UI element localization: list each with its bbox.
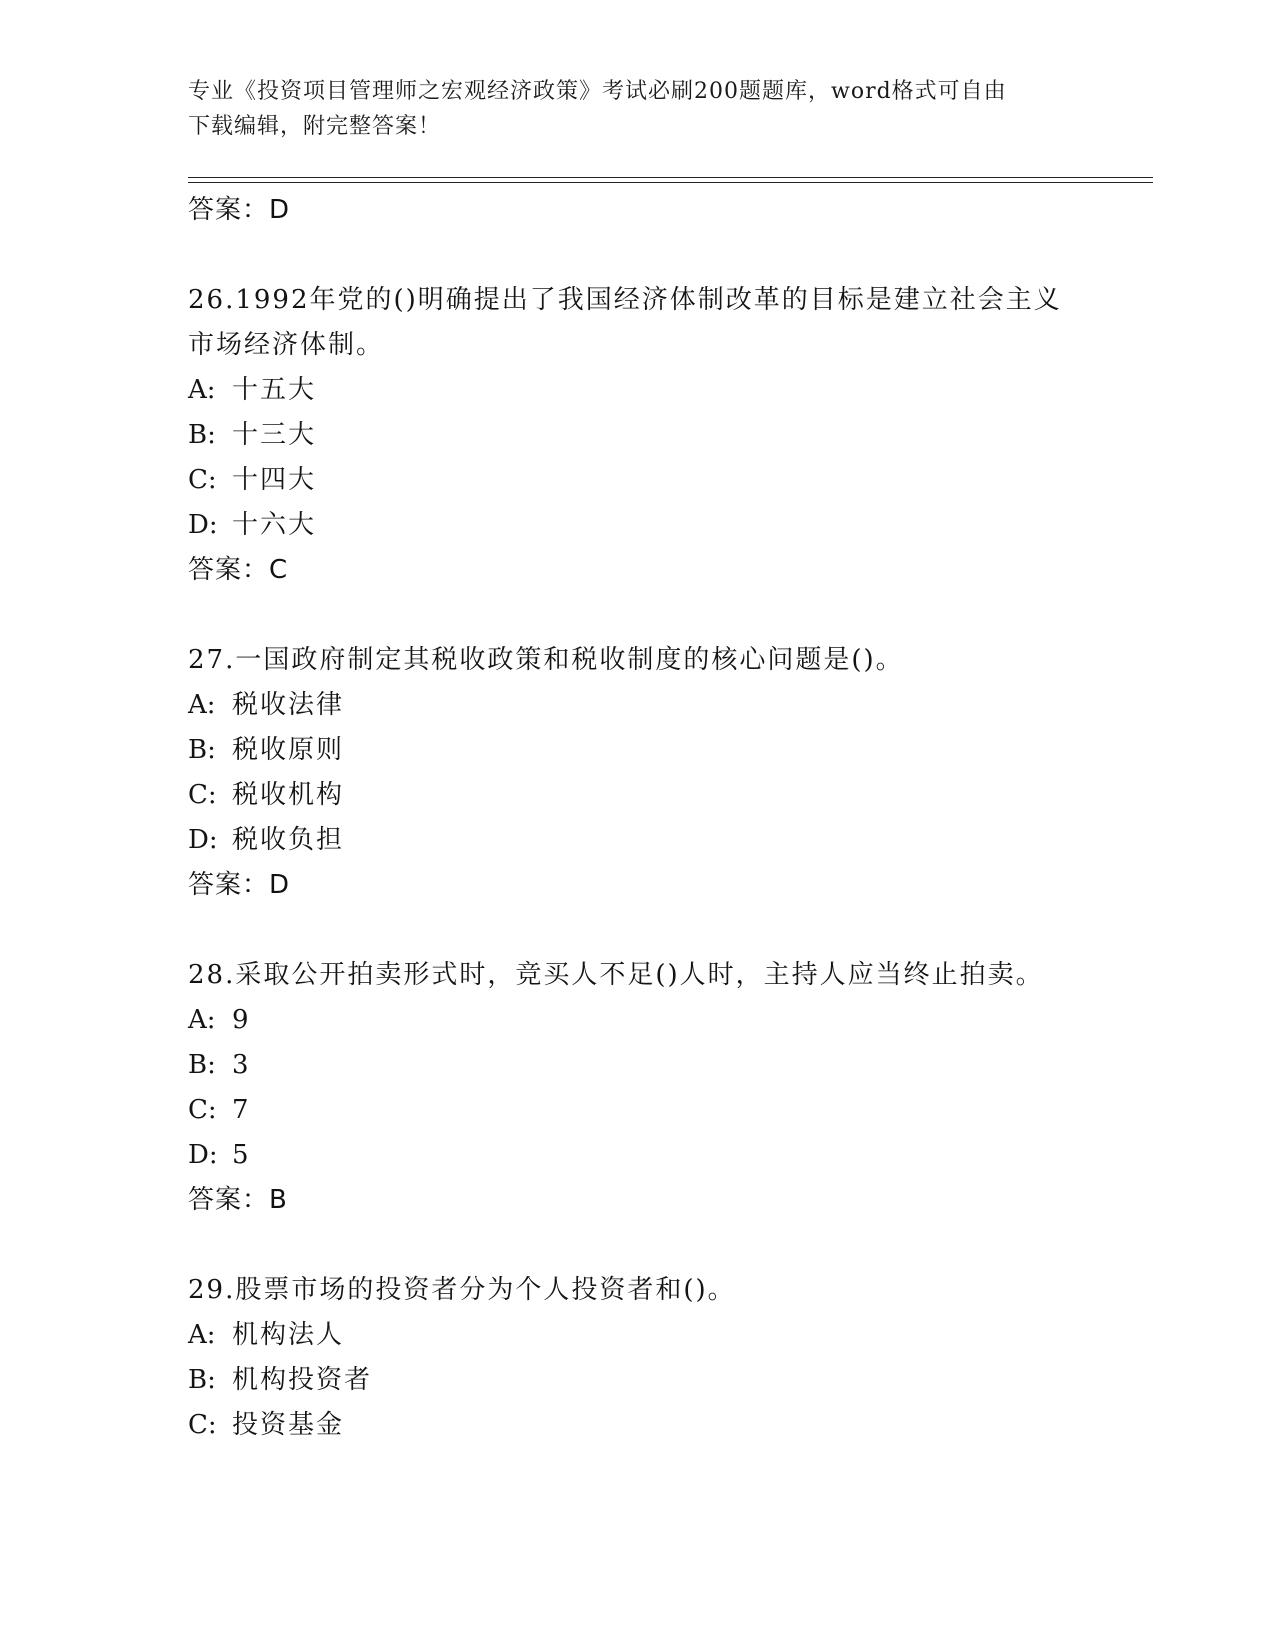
option-text: 税收负担 (232, 825, 345, 855)
option-item (188, 418, 316, 452)
option-label: D: (188, 825, 218, 855)
option-text: 5 (232, 1140, 251, 1170)
option-text: 3 (232, 1050, 251, 1080)
header-line-1: 专业《投资项目管理师之宏观经济政策》考试必刷200题题库，word格式可自由 (188, 79, 1007, 104)
option-label: B: (188, 1050, 216, 1080)
option-item (188, 733, 344, 767)
option-text: 9 (232, 1005, 251, 1035)
answer-line: 答案：D (188, 870, 291, 900)
header-line-2: 下载编辑，附完整答案！ (188, 114, 442, 139)
option-text: 机构投资者 (232, 1365, 373, 1395)
answer-line: 答案：C (188, 555, 289, 585)
option-label: A: (188, 1005, 216, 1035)
option-text: 税收原则 (232, 735, 345, 765)
option-item (188, 1408, 344, 1442)
option-item (188, 688, 344, 722)
option-label: D: (188, 510, 218, 540)
question-stem-continued: 市场经济体制。 (188, 330, 385, 360)
option-label: C: (188, 780, 217, 810)
option-item (188, 373, 316, 407)
option-item (188, 1003, 251, 1037)
option-item (188, 1138, 251, 1172)
option-text: 机构法人 (232, 1320, 345, 1350)
header-divider-bottom (188, 182, 1153, 183)
option-item (188, 1363, 372, 1397)
option-label: C: (188, 1095, 217, 1125)
option-item (188, 463, 316, 497)
question-stem: 29.股票市场的投资者分为个人投资者和()。 (188, 1275, 736, 1305)
option-item (188, 508, 316, 542)
option-label: B: (188, 420, 216, 450)
option-label: A: (188, 375, 216, 405)
option-label: B: (188, 735, 216, 765)
option-item (188, 1048, 251, 1082)
option-item (188, 823, 344, 857)
option-label: B: (188, 1365, 216, 1395)
document-header (188, 74, 1088, 144)
option-text: 税收法律 (232, 690, 345, 720)
answer-line: 答案：D (188, 195, 291, 225)
option-label: C: (188, 465, 217, 495)
option-label: C: (188, 1410, 217, 1440)
option-text: 投资基金 (232, 1410, 345, 1440)
option-label: D: (188, 1140, 218, 1170)
option-text: 十五大 (232, 375, 317, 405)
question-stem: 28.采取公开拍卖形式时，竞买人不足()人时，主持人应当终止拍卖。 (188, 960, 1044, 990)
option-item (188, 1318, 344, 1352)
question-stem: 27.一国政府制定其税收政策和税收制度的核心问题是()。 (188, 645, 904, 675)
option-item (188, 1093, 251, 1127)
option-text: 十三大 (232, 420, 317, 450)
header-divider-top (188, 177, 1153, 178)
answer-line: 答案：B (188, 1185, 288, 1215)
option-item (188, 778, 344, 812)
option-text: 十六大 (232, 510, 317, 540)
question-stem: 26.1992年党的()明确提出了我国经济体制改革的目标是建立社会主义 (188, 285, 1062, 315)
option-text: 7 (232, 1095, 251, 1125)
option-label: A: (188, 1320, 216, 1350)
option-text: 税收机构 (232, 780, 345, 810)
option-text: 十四大 (232, 465, 317, 495)
option-label: A: (188, 690, 216, 720)
